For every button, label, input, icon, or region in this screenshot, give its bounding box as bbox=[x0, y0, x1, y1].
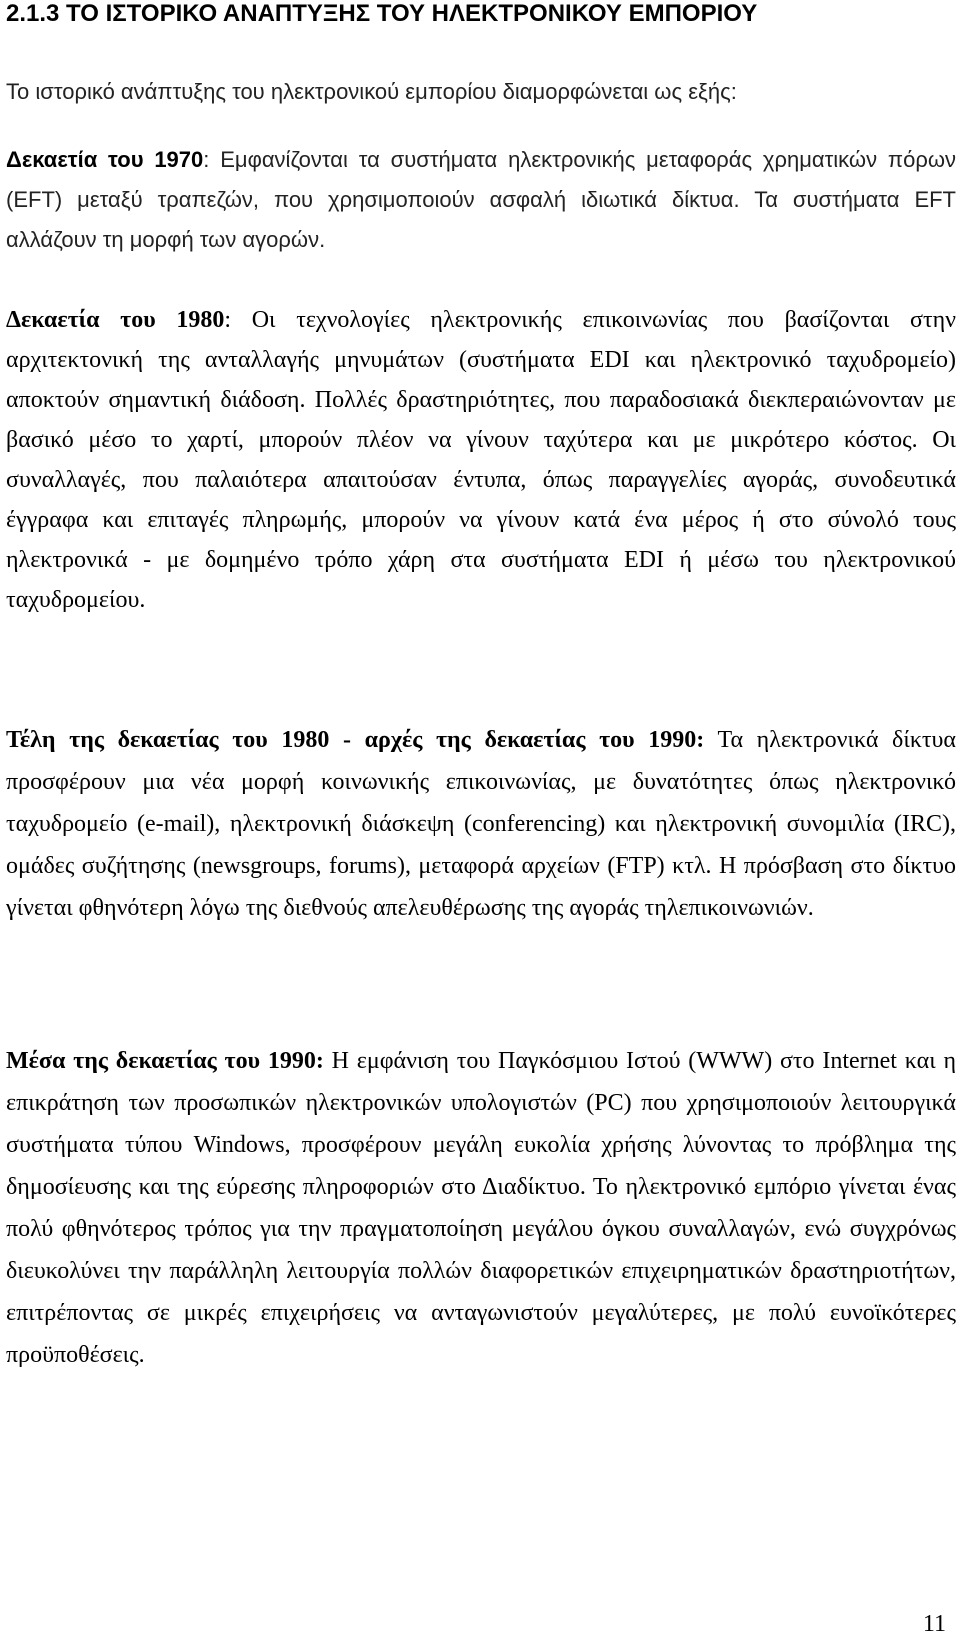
paragraph-1980s bbox=[6, 300, 956, 620]
intro-sentence: Το ιστορικό ανάπτυξης του ηλεκτρονικού εμπορίου διαμορφώνεται ως εξής: bbox=[6, 79, 737, 104]
paragraph-body: : Εμφανίζονται τα συστήματα ηλεκτρονικής μεταφοράς χρηματικών πόρων (EFT) μεταξύ τραπεζών, που χρησιμοποιούν ασφαλή ιδιωτικά δίκτυα. Τα συστήματα EFT αλλάζουν τη μορφή των αγορών. bbox=[6, 147, 957, 252]
paragraph-lead: Δεκαετία του 1980 bbox=[6, 307, 225, 333]
paragraph-1970s bbox=[6, 140, 956, 260]
paragraph-body: : Οι τεχνολογίες ηλεκτρονικής επικοινωνίας που βασίζονται στην αρχιτεκτονική της ανταλλαγής μηνυμάτων (συστήματα EDI και ηλεκτρονικό ταχυδρομείο) αποκτούν σημαντική διάδοση. Πολλές δραστηριότητες, που παραδοσιακά διεκπεραιώνονταν με βασικό μέσο το χαρτί, μπορούν πλέον να γίνουν ταχύτερα και με μικρότερο κόστος. Οι συναλλαγές, που παλαιότερα απαιτούσαν έντυπα, όπως παραγγελίες αγοράς, συνοδευτικά έγγραφα και επιταγές πληρωμής, μπορούν να γίνουν κατά ένα μέρος ή στο σύνολό τους ηλεκτρονικά - με δομημένο τρόπο χάρη στα συστήματα EDI ή μέσω του ηλεκτρονικού ταχυδρομείου. bbox=[6, 307, 957, 613]
document-page bbox=[6, 0, 957, 1368]
page-number: 11 bbox=[922, 1611, 946, 1637]
paragraph-lead: Δεκαετία του 1970 bbox=[6, 147, 204, 172]
paragraph-late-1980s bbox=[6, 719, 956, 929]
paragraph-lead: Μέσα της δεκαετίας του 1990: bbox=[6, 1048, 324, 1074]
paragraph-lead: Τέλη της δεκαετίας του 1980 - αρχές της δεκαετίας του 1990: bbox=[6, 727, 705, 753]
section-heading: 2.1.3 ΤΟ ΙΣΤΟΡΙΚΟ ΑΝΑΠΤΥΞΗΣ ΤΟΥ ΗΛΕΚΤΡΟΝΙΚΟΥ ΕΜΠΟΡΙΟΥ bbox=[6, 0, 758, 27]
paragraph-mid-1990s bbox=[6, 1040, 956, 1376]
paragraph-body: Τα ηλεκτρονικά δίκτυα προσφέρουν μια νέα μορφή κοινωνικής επικοινωνίας, με δυνατότητες όπως ηλεκτρονικό ταχυδρομείο (e-mail), ηλεκτρονική διάσκεψη (conferencing) και ηλεκτρονική συνομιλία (IRC), ομάδες συζήτησης (newsgroups, forums), μεταφορά αρχείων (FTP) κτλ. Η πρόσβαση στο δίκτυο γίνεται φθηνότερη λόγω της διεθνούς απελευθέρωσης της αγοράς τηλεπικοινωνιών. bbox=[6, 727, 957, 921]
paragraph-body: Η εμφάνιση του Παγκόσμιου Ιστού (WWW) στο Internet και η επικράτηση των προσωπικών ηλεκτρονικών υπολογιστών (PC) που χρησιμοποιούν λειτουργικά συστήματα τύπου Windows, προσφέρουν μεγάλη ευκολία χρήσης λύνοντας το πρόβλημα της δημοσίευσης και της εύρεσης πληροφοριών στο Διαδίκτυο. Το ηλεκτρονικό εμπόριο γίνεται ένας πολύ φθηνότερος τρόπος για την πραγματοποίηση μεγάλου όγκου συναλλαγών, ενώ συγχρόνως διευκολύνει την παράλληλη λειτουργία πολλών διαφορετικών επιχειρηματικών δραστηριοτήτων, επιτρέποντας σε μικρές επιχειρήσεις να ανταγωνιστούν μεγαλύτερες, με πολύ ευνοϊκότερες προϋποθέσεις. bbox=[6, 1048, 956, 1368]
